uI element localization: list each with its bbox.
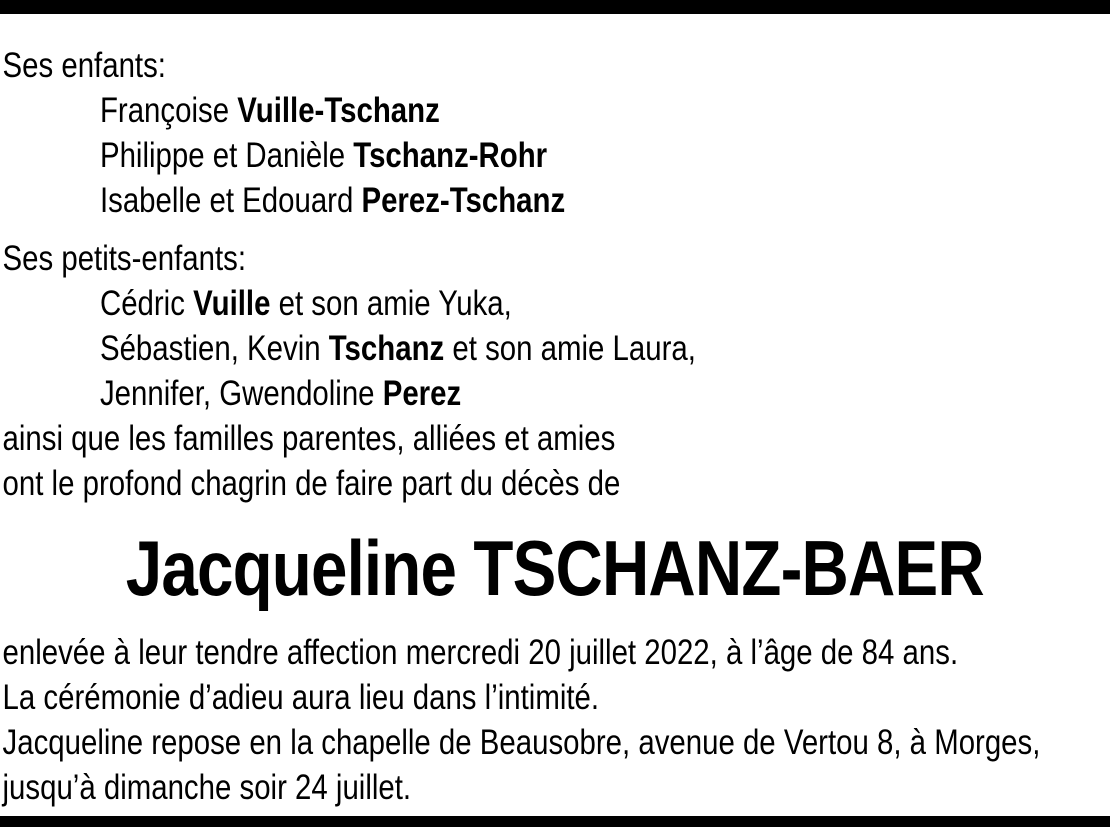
- detail-line: Jacqueline repose en la chapelle de Beausobre, avenue de Vertou 8, à Morges,: [2, 723, 1041, 762]
- section-grandchildren: [0, 236, 1110, 416]
- family-line: [0, 178, 1110, 223]
- funeral-details: [0, 630, 1110, 810]
- detail-line: jusqu’à dimanche soir 24 juillet.: [2, 768, 412, 807]
- family-surname: Perez-Tschanz: [361, 181, 566, 220]
- closing-line: ont le profond chagrin de faire part du décès de: [2, 464, 621, 503]
- family-surname: Vuille: [193, 284, 271, 323]
- family-sections: [0, 43, 1110, 416]
- family-given-names: et son amie Laura,: [444, 329, 696, 368]
- detail-line: La cérémonie d’adieu aura lieu dans l’intimité.: [2, 678, 600, 717]
- bottom-border-bar: [0, 816, 1110, 827]
- family-given-names: Sébastien, Kevin: [99, 329, 329, 368]
- family-given-names: Philippe et Danièle: [99, 136, 354, 175]
- detail-line: enlevée à leur tendre affection mercredi 20 juillet 2022, à l’âge de 84 ans.: [2, 633, 959, 672]
- family-given-names: Jennifer, Gwendoline: [99, 374, 383, 413]
- family-line: [0, 133, 1110, 178]
- family-line: [0, 371, 1110, 416]
- family-given-names: et son amie Yuka,: [270, 284, 512, 323]
- family-surname: Perez: [382, 374, 462, 413]
- top-border-bar: [0, 0, 1110, 14]
- death-notice: [0, 14, 1110, 810]
- family-given-names: Cédric: [99, 284, 194, 323]
- section-children: [0, 43, 1110, 223]
- deceased-name: Jacqueline TSCHANZ-BAER: [125, 524, 984, 612]
- closing-statement: [0, 416, 1110, 506]
- family-surname: Vuille-Tschanz: [237, 91, 440, 130]
- family-surname: Tschanz-Rohr: [353, 136, 548, 175]
- family-line: [0, 326, 1110, 371]
- family-given-names: Françoise: [99, 91, 238, 130]
- closing-line: ainsi que les familles parentes, alliées et amies: [2, 419, 616, 458]
- family-surname: Tschanz: [328, 329, 445, 368]
- section-heading: Ses petits-enfants:: [2, 239, 247, 278]
- section-heading: Ses enfants:: [2, 46, 166, 85]
- family-line: [0, 281, 1110, 326]
- family-line: [0, 88, 1110, 133]
- family-given-names: Isabelle et Edouard: [99, 181, 362, 220]
